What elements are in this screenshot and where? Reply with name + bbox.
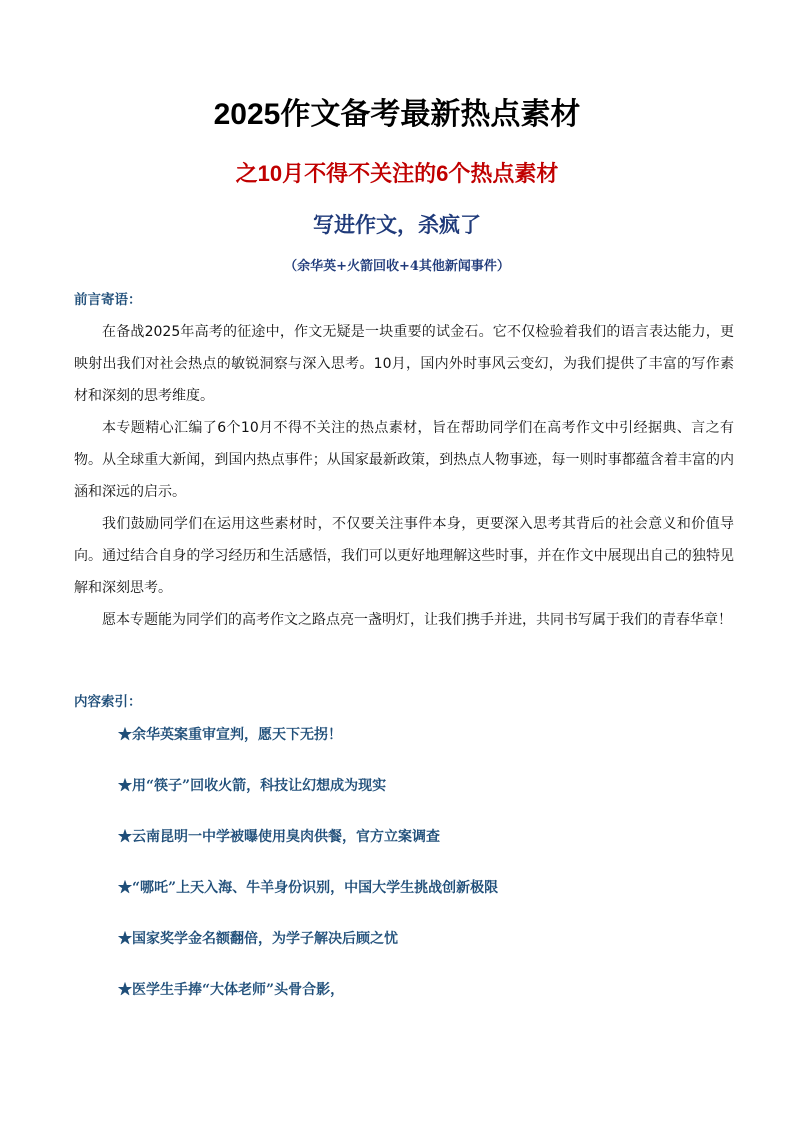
index-item-label: 云南昆明一中学被曝使用臭肉供餐，官方立案调查 xyxy=(132,829,440,845)
index-item-label: “哪吒”上天入海、牛羊身份识别，中国大学生挑战创新极限 xyxy=(132,880,499,896)
index-item-label: 用“筷子”回收火箭，科技让幻想成为现实 xyxy=(132,778,387,794)
content-index-list xyxy=(118,722,738,1028)
index-item-label: 国家奖学金名额翻倍，为学子解决后顾之忧 xyxy=(132,931,398,947)
preface-paragraph: 愿本专题能为同学们的高考作文之路点亮一盏明灯，让我们携手并进，共同书写属于我们的青春华章！ xyxy=(102,612,732,628)
index-heading: 内容索引： xyxy=(74,694,142,710)
index-item xyxy=(118,875,738,926)
index-item xyxy=(118,926,738,977)
star-icon: ★ xyxy=(118,982,132,998)
document-tagline: 写进作文，杀疯了 xyxy=(313,212,481,237)
preface-paragraph: 本专题精心汇编了6个10月不得不关注的热点素材，旨在帮助同学们在高考作文中引经据典、言之有物。从全球重大新闻，到国内热点事件；从国家最新政策，到热点人物事迹，每一则时事都蕴含着丰富的内涵和深远的启示。 xyxy=(74,420,734,500)
topics-summary: （余华英+火箭回收+4其他新闻事件） xyxy=(284,259,510,274)
preface-paragraph: 在备战2025年高考的征途中，作文无疑是一块重要的试金石。它不仅检验着我们的语言表达能力，更映射出我们对社会热点的敏锐洞察与深入思考。10月，国内外时事风云变幻，为我们提供了丰富的写作素材和深刻的思考维度。 xyxy=(74,324,734,404)
document-subtitle: 之10月不得不关注的6个热点素材 xyxy=(235,161,559,186)
index-item xyxy=(118,773,738,824)
index-item-label: 医学生手捧“大体老师”头骨合影， xyxy=(132,982,345,998)
star-icon: ★ xyxy=(118,880,132,896)
preface-body xyxy=(74,316,734,636)
index-item xyxy=(118,824,738,875)
document-title: 2025作文备考最新热点素材 xyxy=(213,98,581,131)
star-icon: ★ xyxy=(118,778,132,794)
index-item-label: 余华英案重审宣判，愿天下无拐！ xyxy=(132,727,342,743)
star-icon: ★ xyxy=(118,829,132,845)
preface-heading: 前言寄语： xyxy=(74,292,142,308)
preface-paragraph: 我们鼓励同学们在运用这些素材时，不仅要关注事件本身，更要深入思考其背后的社会意义和价值导向。通过结合自身的学习经历和生活感悟，我们可以更好地理解这些时事，并在作文中展现出自己的独特见解和深刻思考。 xyxy=(74,516,734,596)
star-icon: ★ xyxy=(118,727,132,743)
index-item xyxy=(118,722,738,773)
index-item xyxy=(118,977,738,1028)
star-icon: ★ xyxy=(118,931,132,947)
